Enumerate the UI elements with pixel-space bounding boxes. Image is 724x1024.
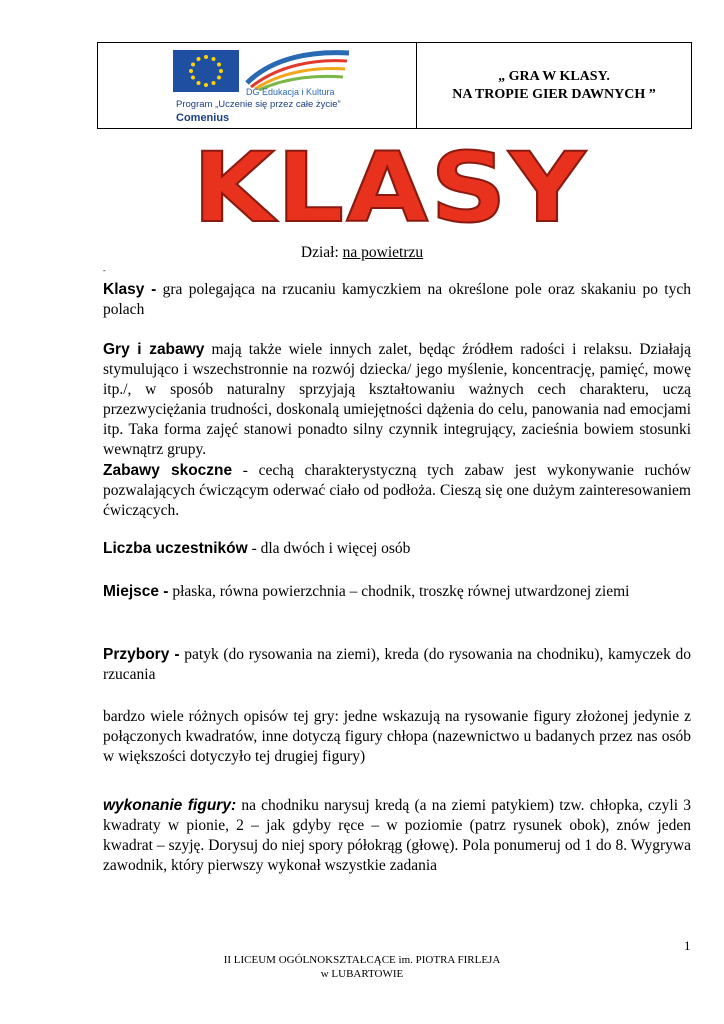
big-title bbox=[180, 138, 600, 233]
section-opisy bbox=[103, 707, 691, 767]
footer-line1: II LICEUM OGÓLNOKSZTAŁCĄCE im. PIOTRA FIRLEJA bbox=[223, 954, 501, 966]
text-zabawy: - cechą charakterystyczną tych zabaw jest wykonywanie ruchów pozwalających ćwiczącym oderwać ciało od podłoża. Cieszą się one dużym zainteresowaniem ćwiczących. bbox=[103, 462, 691, 519]
page-number: 1 bbox=[684, 938, 691, 953]
text-klasy: gra polegająca na rzucaniu kamyczkiem na określone pole oraz skakaniu po tych polach bbox=[103, 281, 691, 318]
dzial-line bbox=[0, 244, 724, 262]
term-wykonanie: wykonanie figury: bbox=[103, 797, 237, 814]
section-wykonanie bbox=[103, 796, 691, 876]
section-miejsce bbox=[103, 582, 691, 602]
text-przybory: patyk (do rysowania na ziemi), kreda (do rysowania na chodniku), kamyczek do rzucania bbox=[103, 646, 691, 683]
big-title-text: KLASY bbox=[192, 138, 588, 233]
term-gry: Gry i zabawy bbox=[103, 341, 205, 358]
logo-area bbox=[98, 43, 417, 128]
header-title-line2: NA TROPIE GIER DAWNYCH ” bbox=[452, 86, 656, 102]
header-title-line1: „ GRA W KLASY. bbox=[498, 68, 610, 84]
dzial-value: na powietrzu bbox=[342, 244, 424, 261]
logo-comenius-text: Comenius bbox=[176, 112, 230, 124]
eu-flag-icon bbox=[173, 50, 239, 92]
term-przybory: Przybory - bbox=[103, 646, 180, 663]
footer-line2: w LUBARTOWIE bbox=[320, 968, 404, 980]
section-przybory bbox=[103, 645, 691, 685]
text-opisy: bardzo wiele różnych opisów tej gry: jedne wskazują na rysowanie figury złożonej jedynie z połączonych kwadratów, inne dotyczą figury chłopa (nazewnictwo u badanych przez nas osób w większości dotyczyło tej drugiej figury) bbox=[103, 708, 691, 765]
text-gry: mają także wiele innych zalet, będąc źródłem radości i relaksu. Działają stymulująco i wszechstronnie na rozwój dziecka/ jego myślenie, koncentrację, pamięć, mowę itp./, w sposób naturalny sprzyjają kształtowaniu ważnych cech charakteru, uczą przezwyciężania trudności, doskonalą umiejętności dążenia do celu, panowania nad emocjami itp. Taka forma zajęć stanowi ponadto silny czynnik integrujący, zacieśnia bowiem stosunki wewnątrz grupy. bbox=[103, 341, 691, 458]
dash-mark: - bbox=[103, 266, 106, 275]
footer bbox=[0, 953, 724, 981]
header-title bbox=[417, 43, 691, 128]
term-zabawy: Zabawy skoczne bbox=[103, 462, 233, 479]
logo-program-text: Program „Uczenie się przez całe życie” bbox=[176, 99, 341, 110]
term-klasy: Klasy - bbox=[103, 281, 157, 298]
text-miejsce: płaska, równa powierzchnia – chodnik, troszkę równej utwardzonej ziemi bbox=[168, 583, 630, 600]
section-zabawy bbox=[103, 461, 691, 521]
text-liczba: - dla dwóch i więcej osób bbox=[247, 540, 411, 557]
dzial-label: Dział: bbox=[300, 244, 343, 261]
term-miejsce: Miejsce - bbox=[103, 583, 169, 600]
section-liczba bbox=[103, 539, 691, 559]
logo-org-text: DG Edukacja i Kultura bbox=[246, 87, 335, 97]
header-box bbox=[97, 42, 692, 129]
text-wykonanie: na chodniku narysuj kredą (a na ziemi patykiem) tzw. chłopka, czyli 3 kwadraty w pionie, 2 – jak gdyby ręce – w poziomie (patrz rysunek obok), znów jeden kwadrat – szyję. Dorysuj do niej spory półokrąg (głowę). Pola ponumeruj od 1 do 8. Wygrywa zawodnik, który pierwszy wykonał wszystkie zadania bbox=[103, 797, 691, 874]
term-liczba: Liczba uczestników bbox=[103, 540, 248, 557]
section-gry bbox=[103, 340, 691, 460]
swoosh-logo-icon bbox=[243, 47, 353, 91]
section-klasy bbox=[103, 280, 691, 320]
